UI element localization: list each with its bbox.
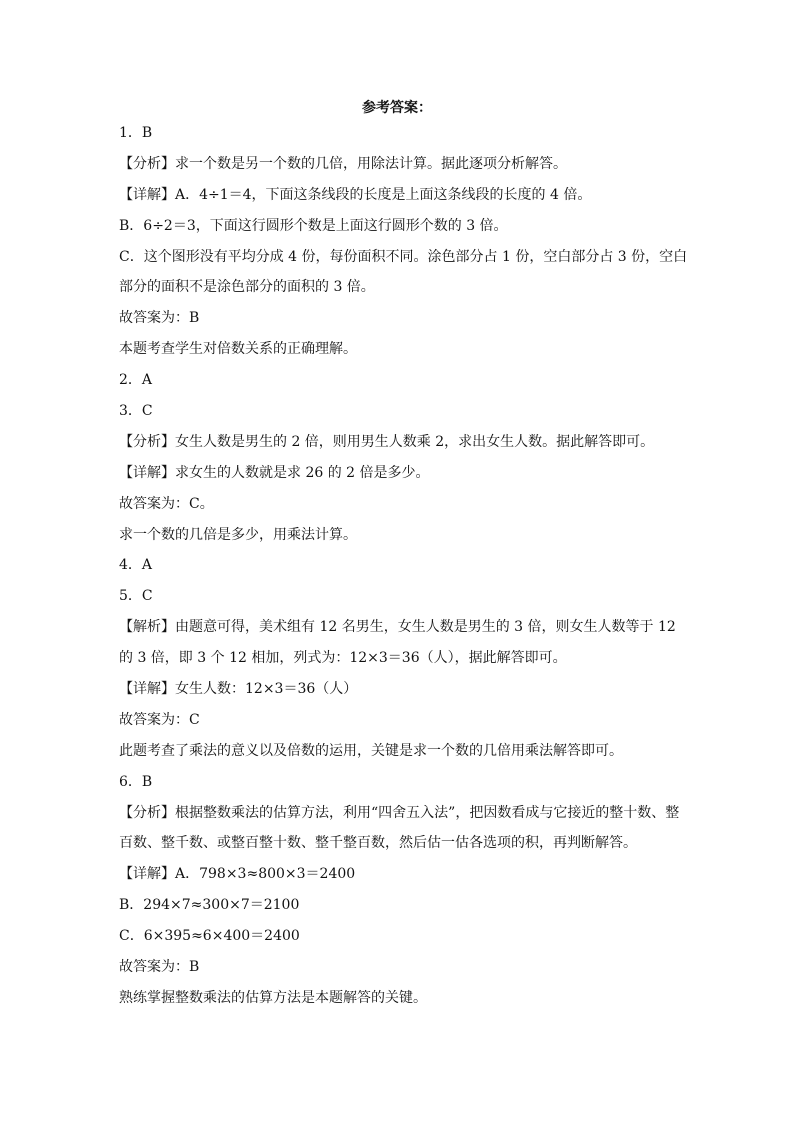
- text-line: C．这个图形没有平均分成 4 份，每份面积不同。涂色部分占 1 份，空白部分占 3 份，空白: [119, 248, 688, 265]
- text-line: 百数、整千数、或整百整十数、整千整百数，然后估一估各选项的积，再判断解答。: [119, 835, 637, 852]
- text-line: 【分析】求一个数是另一个数的几倍，用除法计算。据此逐项分析解答。: [119, 155, 567, 172]
- text-line: 1．B: [119, 125, 153, 141]
- text-line: C．6×395≈6×400＝2400: [119, 928, 300, 945]
- text-line: 熟练掌握整数乘法的估算方法是本题解答的关键。: [119, 989, 427, 1006]
- text-line: 【解析】由题意可得，美术组有 12 名男生，女生人数是男生的 3 倍，则女生人数等于 12: [119, 619, 676, 636]
- text-line: 【分析】根据整数乘法的估算方法，利用“四舍五入法”，把因数看成与它接近的整十数、整: [119, 804, 680, 821]
- text-line: 5．C: [119, 588, 153, 605]
- text-line: 故答案为：B: [119, 959, 200, 976]
- text-line: 【分析】女生人数是男生的 2 倍，则用男生人数乘 2，求出女生人数。据此解答即可。: [119, 433, 655, 450]
- text-line: 此题考查了乘法的意义以及倍数的运用，关键是求一个数的几倍用乘法解答即可。: [119, 742, 623, 759]
- text-line: 【详解】A．4÷1＝4，下面这条线段的长度是上面这条线段的长度的 4 倍。: [119, 186, 592, 203]
- text-line: 【详解】女生人数：12×3＝36（人）: [119, 681, 358, 698]
- page-title: 参考答案：: [362, 100, 432, 116]
- text-line: 的 3 倍，即 3 个 12 相加，列式为：12×3＝36（人），据此解答即可。: [119, 650, 567, 667]
- text-line: 【详解】求女生的人数就是求 26 的 2 倍是多少。: [119, 464, 430, 481]
- text-line: B．294×7≈300×7＝2100: [119, 897, 300, 914]
- text-line: 故答案为：B: [119, 310, 200, 327]
- text-line: 3．C: [119, 403, 153, 420]
- text-line: 2．A: [119, 372, 153, 389]
- text-line: 【详解】A．798×3≈800×3＝2400: [119, 866, 356, 883]
- text-line: 故答案为：C: [119, 711, 200, 728]
- text-line: B．6÷2＝3，下面这行圆形个数是上面这行圆形个数的 3 倍。: [119, 217, 508, 234]
- text-line: 故答案为：C。: [119, 495, 214, 512]
- text-line: 本题考查学生对倍数关系的正确理解。: [119, 341, 357, 358]
- answer-body: [119, 122, 688, 1018]
- text-line: 6．B: [119, 773, 153, 790]
- text-line: 求一个数的几倍是多少，用乘法计算。: [119, 526, 357, 543]
- text-line: 部分的面积不是涂色部分的面积的 3 倍。: [119, 279, 375, 296]
- text-line: 4．A: [119, 557, 153, 574]
